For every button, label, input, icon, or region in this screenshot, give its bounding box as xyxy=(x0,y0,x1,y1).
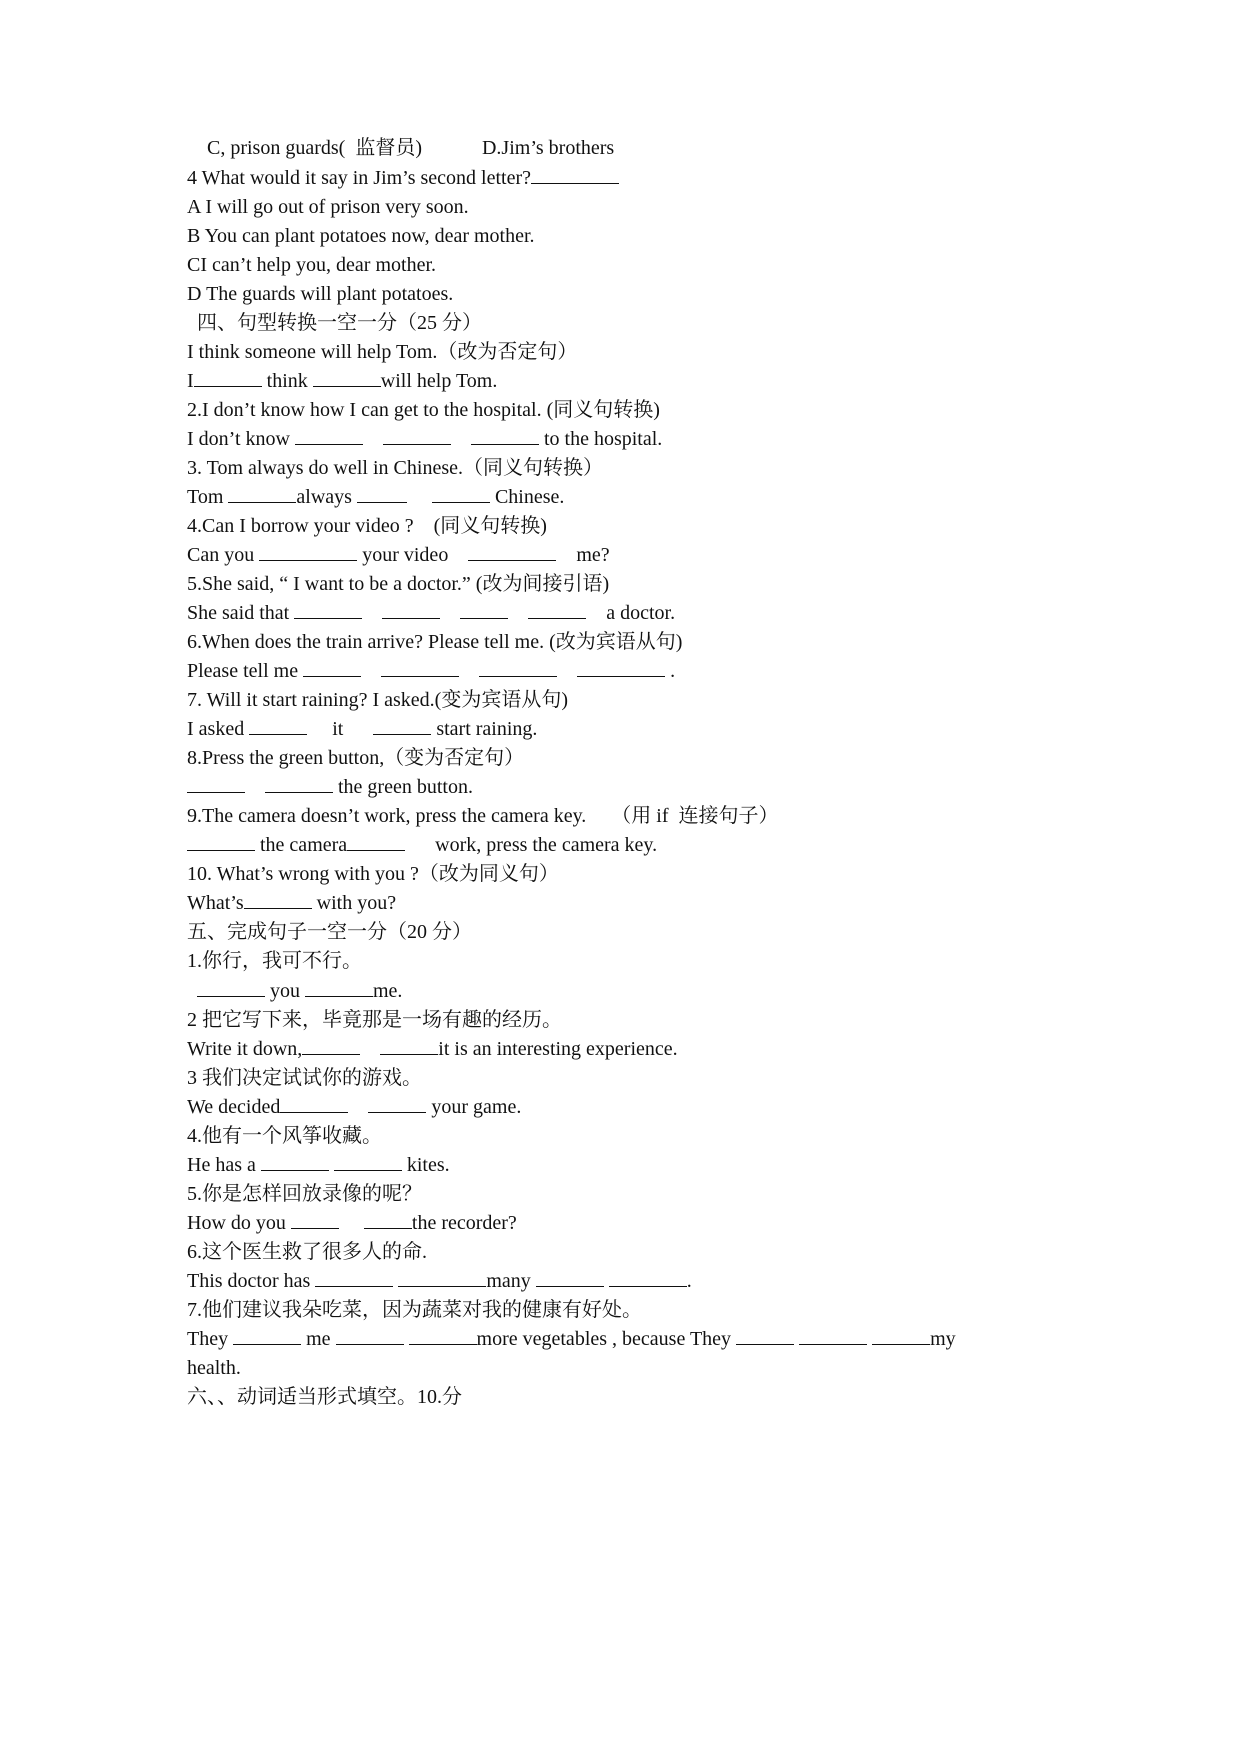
answer-blank[interactable] xyxy=(536,1269,604,1287)
s4-q8: 8.Press the green button,（变为否定句） xyxy=(187,747,525,769)
answer-blank[interactable] xyxy=(364,1211,412,1229)
answer-blank[interactable] xyxy=(409,1327,477,1345)
answer-blank[interactable] xyxy=(380,1037,438,1055)
s5-a3: We decided your game. xyxy=(187,1096,522,1118)
answer-blank[interactable] xyxy=(468,543,556,561)
answer-blank[interactable] xyxy=(295,427,363,445)
s4-a9: the camera work, press the camera key. xyxy=(187,833,657,857)
answer-blank[interactable] xyxy=(305,979,373,997)
q4-option-d: D The guards will plant potatoes. xyxy=(187,283,454,305)
answer-blank[interactable] xyxy=(432,485,490,503)
answer-blank[interactable] xyxy=(398,1269,486,1287)
answer-blank[interactable] xyxy=(265,775,333,793)
answer-blank[interactable] xyxy=(577,659,665,677)
answer-blank[interactable] xyxy=(460,601,508,619)
answer-blank[interactable] xyxy=(382,601,440,619)
answer-blank[interactable] xyxy=(261,1153,329,1171)
answer-blank[interactable] xyxy=(187,833,255,851)
q4-option-c: CI can’t help you, dear mother. xyxy=(187,254,437,276)
answer-blank[interactable] xyxy=(313,369,381,387)
section5-heading: 五、完成句子一空一分（20 分） xyxy=(187,921,472,943)
s4-q1: I think someone will help Tom.（改为否定句） xyxy=(187,341,578,363)
s4-a10: What’s with you? xyxy=(187,892,397,914)
answer-blank[interactable] xyxy=(197,979,265,997)
s4-a5: She said that a doctor. xyxy=(187,602,676,624)
answer-blank[interactable] xyxy=(872,1327,930,1345)
s5-q1: 1.你行，我可不行。 xyxy=(187,950,362,972)
s4-q7: 7. Will it start raining? I asked.(变为宾语从句) xyxy=(187,689,568,711)
q4-option-b: B You can plant potatoes now, dear mother. xyxy=(187,225,535,247)
answer-blank[interactable] xyxy=(194,369,262,387)
section4-heading: 四、句型转换一空一分（25 分） xyxy=(197,312,482,334)
answer-blank[interactable] xyxy=(736,1327,794,1345)
s4-q3: 3. Tom always do well in Chinese.（同义句转换） xyxy=(187,457,603,479)
answer-blank[interactable] xyxy=(249,717,307,735)
answer-blank[interactable] xyxy=(373,717,431,735)
s4-a6: Please tell me . xyxy=(187,660,676,682)
answer-blank[interactable] xyxy=(233,1327,301,1345)
answer-blank[interactable] xyxy=(228,485,296,503)
s5-q5: 5.你是怎样回放录像的呢？ xyxy=(187,1183,422,1205)
s4-a2: I don’t know to the hospital. xyxy=(187,428,663,450)
answer-blank[interactable] xyxy=(357,485,407,503)
answer-blank[interactable] xyxy=(259,543,357,561)
answer-blank[interactable] xyxy=(315,1269,393,1287)
s4-q10: 10. What’s wrong with you ?（改为同义句） xyxy=(187,863,559,885)
answer-blank[interactable] xyxy=(531,166,619,184)
s4-a8: the green button. xyxy=(187,775,473,799)
s4-a3: Tom always Chinese. xyxy=(187,486,565,508)
answer-blank[interactable] xyxy=(244,891,312,909)
s5-a2: Write it down, it is an interesting experience. xyxy=(187,1038,678,1060)
s4-q9: 9.The camera doesn’t work, press the camera key. （用 if 连接句子） xyxy=(187,805,779,827)
answer-blank[interactable] xyxy=(187,775,245,793)
answer-blank[interactable] xyxy=(368,1095,426,1113)
q4-stem: 4 What would it say in Jim’s second letter? xyxy=(187,166,619,190)
s5-q7: 7.他们建议我朵吃菜，因为蔬菜对我的健康有好处。 xyxy=(187,1299,642,1321)
answer-blank[interactable] xyxy=(799,1327,867,1345)
answer-blank[interactable] xyxy=(291,1211,339,1229)
answer-blank[interactable] xyxy=(381,659,459,677)
answer-blank[interactable] xyxy=(302,1037,360,1055)
answer-blank[interactable] xyxy=(383,427,451,445)
answer-blank[interactable] xyxy=(334,1153,402,1171)
s5-q2: 2 把它写下来，毕竟那是一场有趣的经历。 xyxy=(187,1009,562,1031)
answer-blank[interactable] xyxy=(336,1327,404,1345)
s5-a7: They me more vegetables , because They my xyxy=(187,1328,956,1350)
answer-blank[interactable] xyxy=(528,601,586,619)
s4-a4: Can you your video me? xyxy=(187,544,610,566)
s4-q5: 5.She said, “ I want to be a doctor.” (改为间接引语) xyxy=(187,573,610,595)
s4-q6: 6.When does the train arrive? Please tell me. (改为宾语从句) xyxy=(187,631,683,653)
answer-blank[interactable] xyxy=(347,833,405,851)
s5-a6: This doctor has many . xyxy=(187,1270,692,1292)
answer-blank[interactable] xyxy=(479,659,557,677)
answer-blank[interactable] xyxy=(303,659,361,677)
s5-q4: 4.他有一个风筝收藏。 xyxy=(187,1125,382,1147)
s5-a4: He has a kites. xyxy=(187,1154,450,1176)
s5-a1: you me. xyxy=(197,979,402,1003)
q3-options-line: C, prison guards( 监督员) D.Jim’s brothers xyxy=(207,137,615,159)
s5-a5: How do you the recorder? xyxy=(187,1212,517,1234)
s5-a7-cont: health. xyxy=(187,1357,241,1379)
s4-q4: 4.Can I borrow your video ? (同义句转换) xyxy=(187,515,547,537)
answer-blank[interactable] xyxy=(609,1269,687,1287)
answer-blank[interactable] xyxy=(294,601,362,619)
answer-blank[interactable] xyxy=(471,427,539,445)
s5-q6: 6.这个医生救了很多人的命. xyxy=(187,1241,427,1263)
s5-q3: 3 我们决定试试你的游戏。 xyxy=(187,1067,422,1089)
section6-heading: 六、、动词适当形式填空。10.分 xyxy=(187,1386,462,1408)
answer-blank[interactable] xyxy=(280,1095,348,1113)
s4-a1: I think will help Tom. xyxy=(187,370,498,392)
s4-a7: I asked it start raining. xyxy=(187,718,538,740)
q4-option-a: A I will go out of prison very soon. xyxy=(187,196,469,218)
s4-q2: 2.I don’t know how I can get to the hospital. (同义句转换) xyxy=(187,399,660,421)
